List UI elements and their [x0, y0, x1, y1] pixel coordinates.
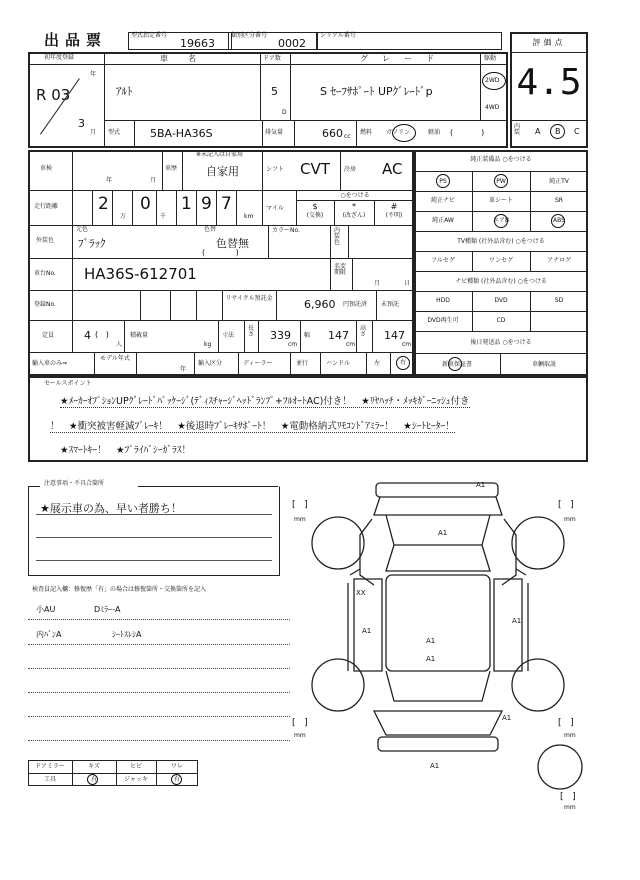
height-label: 高さ	[360, 325, 367, 338]
interior-label: 内装	[514, 123, 521, 136]
equip-abs: ABS	[553, 217, 565, 224]
model-year-label: モデル年式	[100, 355, 130, 362]
tire-rear-left	[312, 659, 364, 711]
mileage-unknown: (不明)	[385, 212, 403, 219]
mileage-digit-1: 2	[98, 194, 109, 214]
first-reg-era: R 03	[36, 86, 71, 104]
grade: S ｾｰﾌｻﾎﾟｰﾄ UPｸﾞﾚｰﾄﾞp	[320, 85, 433, 98]
mark-rear-bumper: A1	[430, 762, 440, 770]
equip-leather: 革シート	[488, 197, 513, 204]
form-title: 出品票	[44, 31, 108, 49]
category-label: 類別区分番号	[231, 32, 268, 39]
notes-text: ★展示車の為、早い者勝ち！	[40, 502, 182, 515]
paint-status: 色替無	[216, 237, 249, 250]
notes-label: 注意事項・不具合箇所	[44, 480, 105, 487]
svg-text:[ ]: [ ]	[292, 500, 308, 510]
equip-aw: 純正AW	[432, 217, 454, 224]
interior-b: B	[555, 127, 561, 136]
mileage-label: 走行距離	[34, 203, 59, 210]
first-reg-month: 3	[78, 117, 85, 130]
mark-hood: A1	[438, 529, 448, 537]
registration-label: 登録No.	[34, 301, 56, 308]
interior-color-label: 内装色	[334, 227, 341, 246]
svg-text:mm: mm	[294, 516, 306, 523]
capacity: 4	[84, 329, 91, 342]
tire-front-right	[512, 517, 564, 569]
mark-right-rear-door: A1	[512, 617, 522, 625]
recycle-label: リサイクル預託金	[225, 295, 273, 302]
svg-text:mm: mm	[294, 732, 306, 739]
sales-line-2: ！ ★衝突被害軽減ﾌﾞﾚｰｷ！ ★後退時ﾌﾞﾚｰｷｻﾎﾟｰﾄ！ ★電動格納式ﾘﾓｺﾝﾄﾞｱﾐﾗｰ！ ★ｼｰﾄﾋｰﾀｰ！	[50, 418, 455, 433]
navi-hdd: HDD	[436, 297, 450, 304]
mileage-circle-note: ○をつける	[340, 192, 370, 199]
equip-sr: SR	[555, 197, 563, 204]
chassis-number: HA36S-612701	[84, 265, 197, 283]
later-warranty: 新車保証書	[441, 361, 472, 368]
grade-label: グレード	[360, 54, 448, 63]
svg-text:mm: mm	[564, 804, 576, 811]
capacity-label: 定員	[42, 332, 55, 339]
exterior-color-label: 外装色	[36, 237, 55, 244]
equip-tv: 純正TV	[549, 178, 569, 185]
type-designation-label: 型式指定番号	[131, 32, 168, 39]
drive-label: 駆動	[484, 55, 497, 62]
displacement: 660	[322, 127, 343, 140]
handle-label: ハンドル	[326, 360, 351, 367]
tv-analog: アナログ	[546, 257, 571, 264]
legend-jack: ジャッキ	[124, 776, 148, 783]
category-number: 0002	[278, 37, 306, 50]
serial-label: シリアル番号	[320, 32, 356, 39]
tv-fullseg: フルセグ	[431, 257, 455, 264]
type-designation: 19663	[180, 37, 215, 50]
mileage-digit-3: 1	[181, 194, 192, 214]
car-damage-diagram	[290, 475, 600, 811]
tire-rear-right	[512, 659, 564, 711]
interior-a: A	[535, 127, 541, 136]
navi-dvd-play: DVD再生可	[427, 317, 459, 324]
displacement-label: 排気量	[265, 129, 284, 136]
mark-roof-1: A1	[426, 637, 436, 645]
handle-right: 右	[400, 359, 407, 366]
navi-sd: SD	[554, 297, 564, 304]
tv-title: TV種類 (社外品含む) ○をつける	[457, 238, 545, 245]
original-color: ﾌﾞﾗｯｸ	[78, 237, 106, 250]
mark-front-bumper: A1	[476, 481, 486, 489]
name-change-label: 名変期限	[334, 263, 347, 276]
shift: CVT	[300, 160, 330, 178]
chassis-label: 車台No.	[34, 270, 56, 277]
width-label: 幅	[304, 332, 311, 339]
recycle-amount: 6,960	[304, 298, 336, 311]
handle-left: 左	[374, 360, 381, 367]
tire-front-left	[312, 517, 364, 569]
drive-2wd: 2WD	[485, 77, 500, 84]
model: 5BA-HA36S	[150, 127, 213, 140]
aircon-label: 冷房	[344, 166, 357, 173]
later-title: 後日発送品 ○をつける	[470, 339, 532, 346]
doors: 5	[271, 85, 278, 98]
svg-text:mm: mm	[564, 732, 576, 739]
import-dealer: ディーラー	[243, 360, 273, 367]
length-label: 長さ	[248, 325, 255, 338]
legend-tools: 工具	[43, 776, 56, 783]
model-label: 型式	[108, 129, 121, 136]
tv-oneseg: ワンセグ	[488, 257, 513, 264]
unpaid-label: 未預託	[381, 301, 400, 308]
equip-navi: 純正ナビ	[430, 197, 455, 204]
fuel-diesel: 軽油	[428, 129, 441, 136]
car-name-label: 車名	[160, 54, 216, 63]
svg-text:mm: mm	[564, 516, 576, 523]
aircon: AC	[382, 160, 403, 178]
sales-label: セールスポイント	[44, 380, 92, 387]
mile-label: マイル	[266, 205, 284, 212]
navi-cd: CD	[496, 317, 506, 324]
shift-label: シフト	[266, 166, 285, 173]
doors-label: ドア数	[263, 55, 281, 62]
svg-text:[ ]: [ ]	[292, 718, 308, 728]
equip-pw: PW	[496, 178, 506, 185]
inspector-label: 検査員記入欄：修復歴「有」の場合は修復箇所・交換箇所を記入	[32, 586, 207, 593]
svg-text:[ ]: [ ]	[558, 500, 574, 510]
load-label: 積載量	[130, 332, 149, 339]
first-reg-label: 初年度登録	[44, 54, 75, 61]
svg-text:[ ]: [ ]	[558, 718, 574, 728]
car-name: ｱﾙﾄ	[116, 85, 133, 98]
import-parallel: 並行	[296, 360, 309, 367]
inspector-line2-a: 内ﾊﾞﾝA	[36, 630, 62, 639]
fuel-gasoline: ガソリン	[386, 129, 411, 136]
score-value: 4.5	[516, 62, 582, 103]
later-manual: 車輌取説	[531, 361, 556, 368]
interior-c: C	[574, 127, 580, 136]
equip-airbag: エアB	[492, 217, 510, 224]
mileage-digit-5: 7	[221, 194, 232, 214]
mileage-tamper: (改ざん)	[342, 212, 366, 219]
mark-left-door: XX	[356, 589, 366, 597]
original-color-label: 元色	[76, 226, 89, 233]
mark-roof-2: A1	[426, 655, 436, 663]
dims-label: 寸法	[222, 332, 235, 339]
mark-left-rear-door: A1	[362, 627, 372, 635]
height: 147	[384, 329, 405, 342]
history-note: ※未記入は自家用	[196, 151, 244, 158]
length: 339	[270, 329, 291, 342]
equip-ps: PS	[439, 178, 447, 185]
import-category-label: 輸入区分	[198, 360, 223, 367]
equipment-title: 純正装備品 ○をつける	[470, 156, 532, 163]
mark-rear-right: A1	[502, 714, 512, 722]
navi-title: ナビ種類 (社外品含む) ○をつける	[455, 278, 547, 285]
import-only-label: 輸入車のみ⇒	[32, 360, 68, 367]
mileage-digit-2: 0	[140, 194, 151, 214]
svg-text:[ ]: [ ]	[560, 792, 576, 802]
inspector-line1-b: Dﾐﾗｰ-A	[94, 605, 121, 614]
mileage-exchange: (交換)	[306, 212, 324, 219]
history-label: 車歴	[165, 165, 178, 172]
sales-line-3: ★ｽﾏｰﾄｷｰ！ ★ﾌﾟﾗｲﾊﾞｼｰｶﾞﾗｽ！	[60, 445, 192, 456]
paint-label: 色替	[204, 226, 217, 233]
score-label: 評価点	[532, 38, 566, 47]
sales-line-1: ★ﾒｰｶｰｵﾌﾟｼｮﾝUPｸﾞﾚｰﾄﾞﾊﾟｯｹｰｼﾞ(ﾃﾞｨｽﾁｬｰｼﾞﾍｯﾄﾞﾗﾝﾌﾟ+ﾌﾙｵｰﾄAC)付き！ ★ﾘﾔﾊｯﾁ・ﾒｯｷｶﾞｰﾆｯｼｭ付き	[60, 393, 470, 408]
width: 147	[328, 329, 349, 342]
tire-spare	[538, 745, 582, 789]
inspector-line2-b: ｼｰﾄｽﾚｼA	[112, 630, 142, 639]
fuel-label: 燃料	[360, 129, 373, 136]
history: 自家用	[206, 165, 239, 178]
shaken-label: 車検	[40, 165, 53, 172]
drive-4wd: 4WD	[485, 104, 500, 111]
navi-dvd: DVD	[494, 297, 508, 304]
mileage-digit-4: 9	[201, 194, 212, 214]
color-no-label: カラーNo.	[272, 227, 300, 234]
inspector-line1-a: 小AU	[36, 605, 56, 614]
